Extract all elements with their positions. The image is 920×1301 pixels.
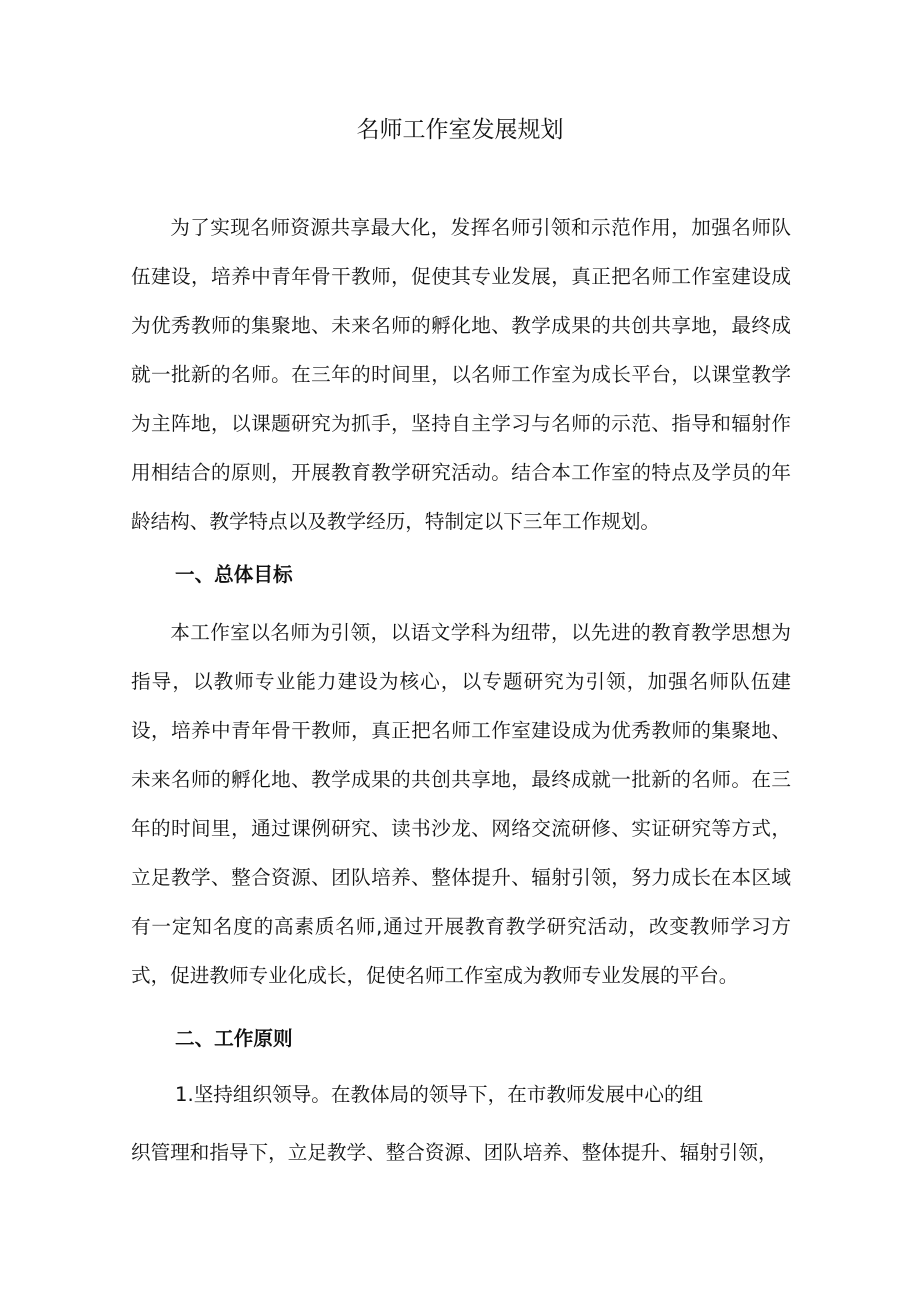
section-heading-work-principles: 二、工作原则: [175, 1027, 293, 1050]
intro-paragraph: 为了实现名师资源共享最大化，发挥名师引领和示范作用，加强名师队伍建设，培养中青年骨干教师，促使其专业发展，真正把名师工作室建设成为优秀教师的集聚地、未来名师的孵化地、教学成果的共创共享地，最终成就一批新的名师。在三年的时间里，以名师工作室为成长平台，以课堂教学为主阵地，以课题研究为抓手，坚持自主学习与名师的示范、指导和辐射作用相结合的原则，开展教育教学研究活动。结合本工作室的特点及学员的年龄结构、教学特点以及教学经历，特制定以下三年工作规划。: [131, 216, 791, 533]
overall-goal-paragraph: 本工作室以名师为引领，以语文学科为纽带，以先进的教育教学思想为指导，以教师专业能力建设为核心，以专题研究为引领，加强名师队伍建设，培养中青年骨干教师，真正把名师工作室建设成为优秀教师的集聚地、未来名师的孵化地、教学成果的共创共享地，最终成就一批新的名师。在三年的时间里，通过课例研究、读书沙龙、网络交流研修、实证研究等方式，立足教学、整合资源、团队培养、整体提升、辐射引领，努力成长在本区域有一定知名度的高素质名师,通过开展教育教学研究活动，改变教师学习方式，促进教师专业化成长，促使名师工作室成为教师专业发展的平台。: [131, 621, 791, 987]
document-title: 名师工作室发展规划: [356, 117, 564, 143]
work-principle-line-2: 织管理和指导下，立足教学、整合资源、团队培养、整体提升、辐射引领，: [131, 1141, 778, 1164]
work-principle-line-1: 1.坚持组织领导。在教体局的领导下，在市教师发展中心的组: [175, 1083, 704, 1106]
section-heading-overall-goal: 一、总体目标: [175, 563, 293, 586]
